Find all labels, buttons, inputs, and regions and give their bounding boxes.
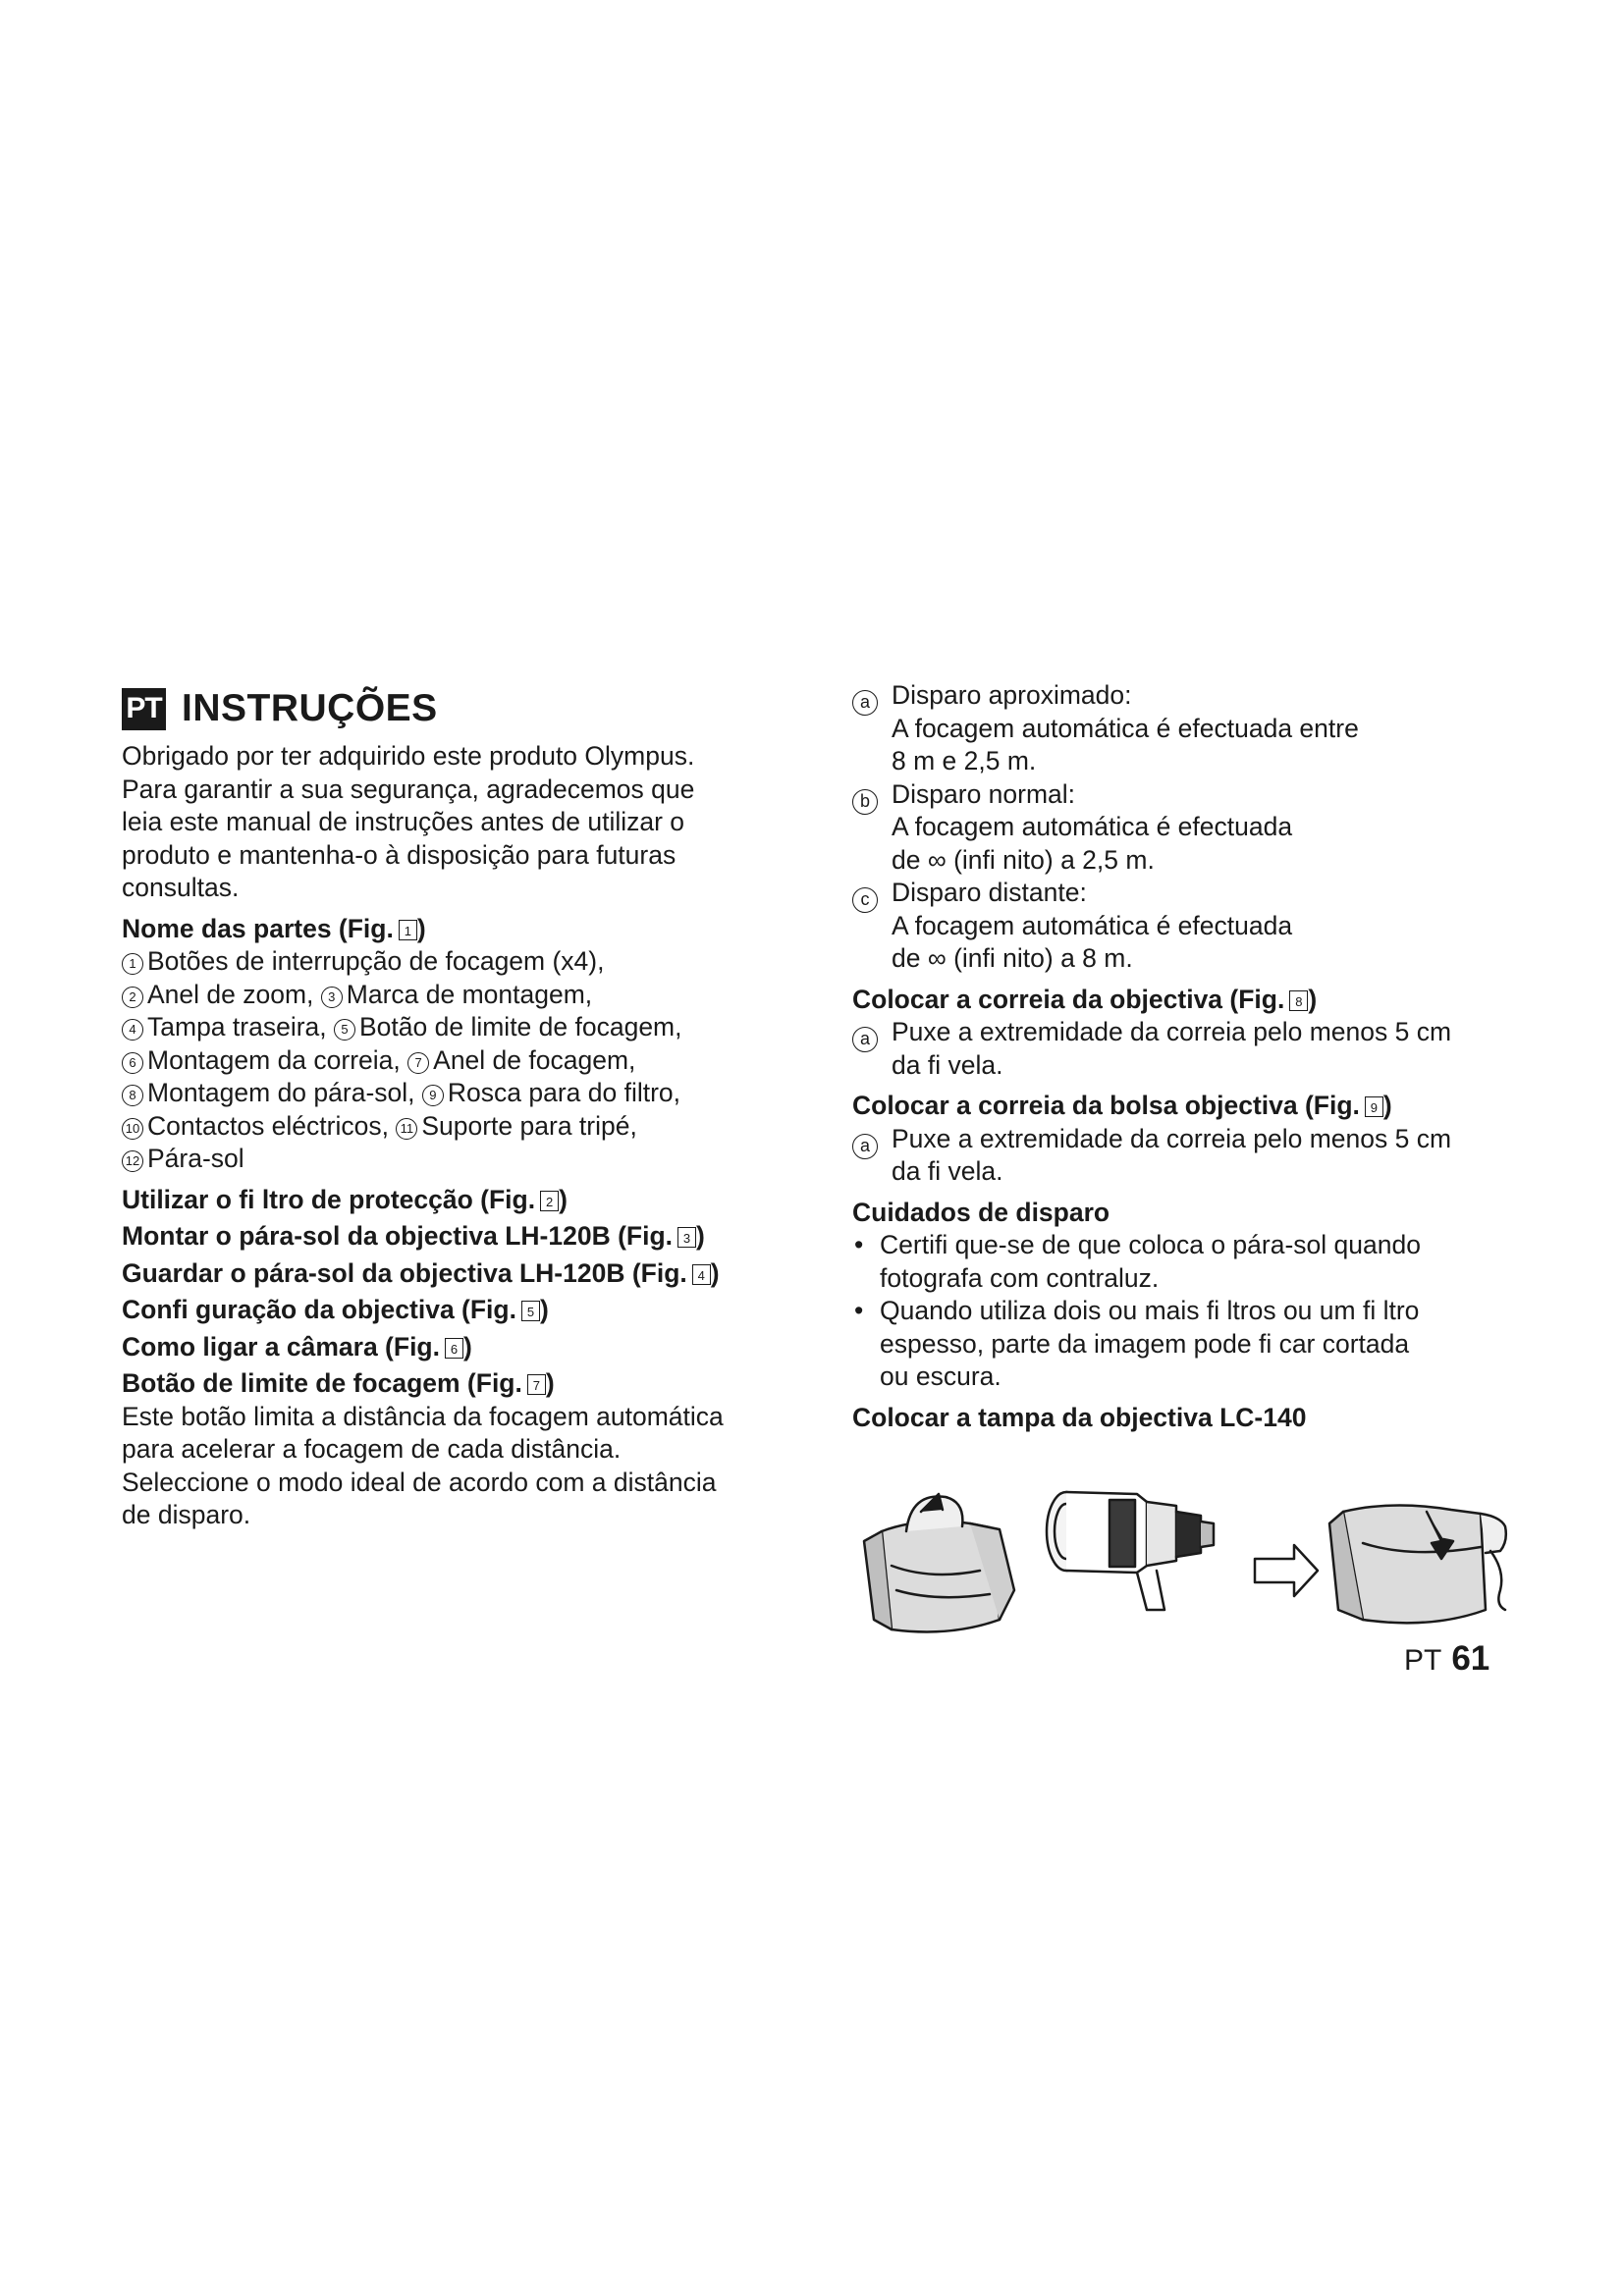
- part-number-icon: 10: [122, 1118, 143, 1140]
- focus-mode-body: [892, 679, 1540, 778]
- heading-close: ): [545, 1368, 555, 1398]
- part-number-icon: 7: [407, 1052, 429, 1074]
- limit-line: para acelerar a focagem de cada distância.: [122, 1434, 622, 1464]
- focus-mode-body: [892, 877, 1540, 976]
- focus-mode-label: [852, 877, 892, 976]
- bag-strap-item: [852, 1123, 1540, 1189]
- heading-text: Utilizar o fi ltro de protecção (Fig.: [122, 1184, 536, 1214]
- part-name: Rosca para do filtro,: [447, 1078, 681, 1107]
- section-headings: [122, 1184, 809, 1401]
- intro-line: leia este manual de instruções antes de utilizar o: [122, 807, 685, 836]
- intro-line: Para garantir a sua segurança, agradecemos que: [122, 774, 695, 804]
- parts-line: [122, 979, 809, 1012]
- focus-mode-line: de ∞ (infi nito) a 8 m.: [892, 943, 1133, 973]
- intro-line: consultas.: [122, 873, 240, 902]
- focus-mode-line: 8 m e 2,5 m.: [892, 746, 1037, 775]
- right-column: [852, 679, 1540, 1434]
- page-number: [1404, 1639, 1489, 1679]
- care-line: Quando utiliza dois ou mais fi ltros ou um fi ltro: [880, 1296, 1420, 1325]
- parts-line: [122, 1143, 809, 1176]
- fig-ref-icon: 2: [540, 1191, 559, 1211]
- part-name: Anel de focagem,: [433, 1044, 636, 1075]
- parts-line: [122, 1077, 809, 1110]
- focus-mode-item: [852, 877, 1540, 976]
- care-line: espesso, parte da imagem pode fi car cortada: [880, 1328, 1410, 1359]
- fig-ref-icon: 9: [1365, 1096, 1383, 1117]
- bullet-dot-icon: •: [854, 1296, 864, 1325]
- section-heading: [122, 1294, 809, 1327]
- fig-ref-icon: 7: [527, 1374, 546, 1395]
- heading-close: ): [1382, 1091, 1392, 1120]
- part-name: Marca de montagem,: [346, 979, 593, 1009]
- fig-ref-icon: 3: [677, 1227, 696, 1248]
- strap-heading: [852, 984, 1540, 1017]
- bag-strap-line: Puxe a extremidade da correia pelo menos 5 cm: [892, 1123, 1452, 1153]
- strap-item: [852, 1016, 1540, 1082]
- parts-line: [122, 1044, 809, 1078]
- heading-text: Confi guração da objectiva (Fig.: [122, 1295, 516, 1324]
- closed-bag-illustration: [1329, 1505, 1506, 1623]
- part-number-icon: 2: [122, 987, 143, 1008]
- heading-text: Como ligar a câmara (Fig.: [122, 1331, 440, 1362]
- limit-line: Este botão limita a distância da focagem automática: [122, 1401, 724, 1431]
- intro-line: produto e mantenha-o à disposição para futuras: [122, 839, 677, 870]
- bullet-dot-icon: •: [854, 1230, 864, 1259]
- arrow-right-icon: [1255, 1545, 1318, 1596]
- fig-ref-icon: 8: [1289, 990, 1308, 1011]
- care-line: fotografa com contraluz.: [880, 1262, 1160, 1293]
- heading-text: Botão de limite de focagem (Fig.: [122, 1368, 522, 1398]
- heading-text: Colocar a correia da objectiva (Fig.: [852, 984, 1285, 1014]
- fig-ref-icon: 5: [521, 1301, 540, 1321]
- strap-line: Puxe a extremidade da correia pelo menos 5 cm: [892, 1017, 1452, 1046]
- lens-cap-heading: Colocar a tampa da objectiva LC-140: [852, 1402, 1307, 1432]
- language-badge: PT: [122, 688, 166, 730]
- part-number-icon: 6: [122, 1052, 143, 1074]
- part-name: Montagem do pára-sol,: [147, 1078, 422, 1107]
- part-name: Botões de interrupção de focagem (x4),: [147, 946, 605, 976]
- title-text: INSTRUÇÕES: [182, 687, 438, 729]
- care-line: Certifi que-se de que coloca o pára-sol quando: [880, 1230, 1421, 1259]
- care-bullet-body: [880, 1295, 1540, 1394]
- fig-ref-icon: 4: [692, 1264, 711, 1285]
- limit-line: Seleccione o modo ideal de acordo com a distância: [122, 1467, 717, 1497]
- parts-line: [122, 1110, 809, 1144]
- mode-letter-icon: a: [852, 690, 878, 716]
- care-bullet: [852, 1295, 1540, 1394]
- part-name: Montagem da correia,: [147, 1044, 408, 1075]
- focus-mode-item: [852, 778, 1540, 878]
- section-heading: [122, 1220, 809, 1254]
- intro-line: Obrigado por ter adquirido este produto Olympus.: [122, 741, 695, 771]
- lens-cap-illustration: [852, 1472, 1540, 1644]
- part-name: Anel de zoom,: [147, 979, 321, 1009]
- section-heading: [122, 1184, 809, 1217]
- section-heading: [122, 1257, 809, 1291]
- focus-mode-item: [852, 679, 1540, 778]
- focus-mode-line: A focagem automática é efectuada: [892, 910, 1293, 940]
- care-list: [852, 1229, 1540, 1394]
- step-label-icon: a: [852, 1027, 878, 1052]
- part-number-icon: 5: [334, 1019, 355, 1041]
- lens-illustration: [1047, 1492, 1214, 1610]
- part-number-icon: 1: [122, 953, 143, 975]
- part-number-icon: 8: [122, 1085, 143, 1106]
- care-bullet-body: [880, 1229, 1540, 1295]
- part-number-icon: 9: [422, 1085, 444, 1106]
- care-heading: Cuidados de disparo: [852, 1197, 1110, 1227]
- heading-close: ): [1308, 984, 1318, 1014]
- focus-mode-label: [852, 778, 892, 878]
- open-bag-illustration: [864, 1494, 1014, 1631]
- strap-line: da fi vela.: [892, 1049, 1003, 1080]
- heading-close: ): [710, 1257, 720, 1288]
- left-column: [122, 679, 809, 1532]
- heading-close: ): [559, 1184, 568, 1214]
- page-title: [122, 679, 809, 738]
- heading-close: ): [696, 1221, 705, 1251]
- focus-mode-line: de ∞ (infi nito) a 2,5 m.: [892, 844, 1155, 875]
- focus-mode-body: [892, 778, 1540, 878]
- parts-list: [122, 945, 809, 1176]
- section-heading: [122, 1331, 809, 1364]
- focus-mode-line: A focagem automática é efectuada: [892, 812, 1293, 841]
- part-number-icon: 11: [396, 1118, 417, 1140]
- heading-text: Colocar a correia da bolsa objectiva (Fig.: [852, 1091, 1360, 1120]
- heading-close: ): [539, 1295, 549, 1324]
- care-bullet: [852, 1229, 1540, 1295]
- heading-text: Montar o pára-sol da objectiva LH-120B (Fig.: [122, 1221, 674, 1251]
- page-lang: PT: [1404, 1644, 1442, 1677]
- focus-mode-title: Disparo normal:: [892, 778, 1076, 809]
- parts-line: [122, 1011, 809, 1044]
- part-number-icon: 3: [321, 987, 343, 1008]
- mode-letter-icon: b: [852, 789, 878, 815]
- part-name: Pára-sol: [147, 1144, 244, 1173]
- heading-close: ): [416, 913, 426, 943]
- part-name: Suporte para tripé,: [421, 1110, 637, 1141]
- mode-letter-icon: c: [852, 887, 878, 913]
- focus-modes-list: [852, 679, 1540, 976]
- intro-paragraph: [122, 740, 809, 905]
- heading-text: Guardar o pára-sol da objectiva LH-120B (Fig.: [122, 1257, 687, 1288]
- focus-mode-title: Disparo distante:: [892, 878, 1087, 907]
- part-number-icon: 4: [122, 1019, 143, 1041]
- heading-text: Nome das partes (Fig.: [122, 913, 394, 943]
- part-name: Tampa traseira,: [147, 1012, 334, 1041]
- parts-line: [122, 945, 809, 979]
- part-name: Contactos eléctricos,: [147, 1110, 397, 1141]
- care-line: ou escura.: [880, 1362, 1001, 1391]
- focus-mode-title: Disparo aproximado:: [892, 680, 1132, 710]
- bag-strap-heading: [852, 1090, 1540, 1123]
- parts-heading: [122, 913, 809, 946]
- section-heading: [122, 1367, 809, 1401]
- focus-mode-line: A focagem automática é efectuada entre: [892, 713, 1359, 743]
- bag-strap-line: da fi vela.: [892, 1156, 1003, 1186]
- fig-ref-icon: 6: [445, 1338, 463, 1359]
- limit-line: de disparo.: [122, 1500, 251, 1529]
- heading-close: ): [462, 1331, 472, 1362]
- part-name: Botão de limite de focagem,: [359, 1012, 682, 1041]
- focus-mode-label: [852, 679, 892, 778]
- part-number-icon: 12: [122, 1150, 143, 1172]
- limit-paragraph: [122, 1401, 809, 1532]
- page-num: 61: [1451, 1639, 1490, 1678]
- step-label-icon: a: [852, 1134, 878, 1159]
- fig-ref-icon: 1: [399, 920, 417, 940]
